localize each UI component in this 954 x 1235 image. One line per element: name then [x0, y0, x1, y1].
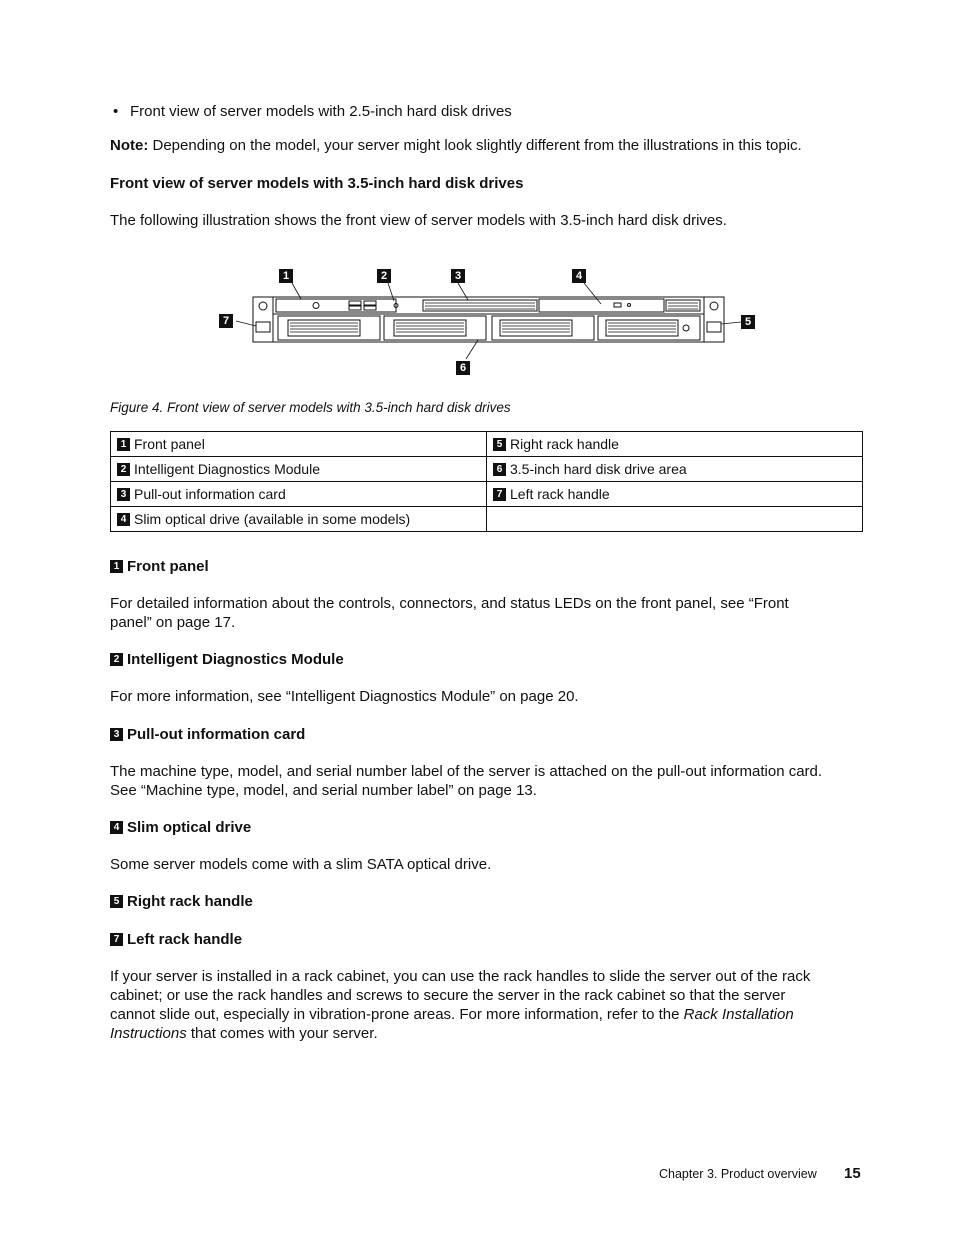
text-line: If your server is installed in a rack cabinet, you can use the rack handles to slide the server out of the rack	[110, 968, 811, 985]
callout-badge: 7	[110, 933, 123, 946]
note-label: Note:	[110, 137, 149, 154]
table-row	[111, 432, 863, 457]
text-line	[110, 1005, 810, 1024]
footer-chapter: Chapter 3. Product overview	[659, 1167, 817, 1181]
callout-badge: 2	[110, 653, 123, 666]
legend-cell	[487, 482, 863, 507]
callout-badge: 5	[493, 438, 506, 451]
callout-badge: 3	[110, 728, 123, 741]
italic-title: Rack Installation	[683, 1006, 794, 1023]
heading-front-panel	[110, 557, 209, 576]
legend-cell	[487, 432, 863, 457]
heading-text: Slim optical drive	[127, 819, 252, 836]
note-text: Depending on the model, your server might look slightly different from the illustrations in this topic.	[152, 137, 802, 154]
heading-text: Intelligent Diagnostics Module	[127, 651, 344, 668]
table-row	[111, 457, 863, 482]
heading-text: Front panel	[127, 558, 209, 575]
legend-text: Left rack handle	[510, 486, 610, 502]
legend-cell	[111, 457, 487, 482]
bullet-marker: •	[113, 103, 119, 120]
figure-callout-6: 6	[456, 361, 470, 375]
figure-caption: Figure 4. Front view of server models with 3.5-inch hard disk drives	[110, 400, 511, 415]
heading-left-rack-handle	[110, 930, 242, 949]
callout-badge: 4	[110, 821, 123, 834]
page-number: 15	[844, 1165, 861, 1182]
heading-pull-out-card	[110, 725, 305, 744]
server-front-figure	[216, 266, 756, 378]
text-run: cannot slide out, especially in vibration-prone areas. For more information, refer to the	[110, 1006, 684, 1023]
paragraph-intelligent-diagnostics: For more information, see “Intelligent Diagnostics Module” on page 20.	[110, 688, 579, 705]
heading-text: Left rack handle	[127, 931, 243, 948]
legend-cell	[111, 432, 487, 457]
figure-callout-5: 5	[741, 315, 755, 329]
legend-text: Slim optical drive (available in some models)	[134, 511, 411, 527]
figure-callout-7: 7	[219, 314, 233, 328]
callout-badge: 7	[493, 488, 506, 501]
heading-intelligent-diagnostics	[110, 650, 344, 669]
legend-table	[110, 431, 863, 532]
heading-right-rack-handle	[110, 892, 253, 911]
figure-callout-3: 3	[451, 269, 465, 283]
callout-badge: 1	[117, 438, 130, 451]
callout-badge: 4	[117, 513, 130, 526]
legend-text: Pull-out information card	[134, 486, 286, 502]
text-line: For detailed information about the controls, connectors, and status LEDs on the front panel, see “Front	[110, 595, 789, 612]
callout-badge: 6	[493, 463, 506, 476]
server-front-illustration	[216, 266, 756, 378]
table-row	[111, 482, 863, 507]
text-line: cabinet; or use the rack handles and screws to secure the server in the rack cabinet so that the server	[110, 987, 786, 1004]
figure-callout-2: 2	[377, 269, 391, 283]
table-row	[111, 507, 863, 532]
legend-cell	[111, 482, 487, 507]
legend-cell	[487, 457, 863, 482]
text-run: that comes with your server.	[186, 1025, 378, 1042]
left-rack-handle-shape	[253, 297, 273, 342]
legend-cell-empty	[487, 507, 863, 532]
text-line: See “Machine type, model, and serial number label” on page 13.	[110, 782, 537, 799]
callout-badge: 1	[110, 560, 123, 573]
text-line: panel” on page 17.	[110, 614, 236, 631]
figure-callout-4: 4	[572, 269, 586, 283]
legend-text: Front panel	[134, 436, 205, 452]
legend-text: Right rack handle	[510, 436, 619, 452]
text-line: The machine type, model, and serial number label of the server is attached on the pull-out information card.	[110, 763, 823, 780]
callout-badge: 5	[110, 895, 123, 908]
legend-cell	[111, 507, 487, 532]
note-paragraph	[110, 136, 802, 155]
callout-badge: 3	[117, 488, 130, 501]
legend-text: 3.5-inch hard disk drive area	[510, 461, 687, 477]
right-rack-handle-shape	[704, 297, 724, 342]
heading-text: Right rack handle	[127, 893, 253, 910]
figure-callout-1: 1	[279, 269, 293, 283]
paragraph-optical-drive: Some server models come with a slim SATA optical drive.	[110, 856, 492, 873]
paragraph-pull-out-card	[110, 762, 822, 800]
paragraph-front-panel	[110, 594, 789, 632]
intro-paragraph: The following illustration shows the front view of server models with 3.5-inch hard disk drives.	[110, 212, 727, 229]
front-panel-shape	[276, 299, 396, 312]
callout-badge: 2	[117, 463, 130, 476]
paragraph-rack-handles	[110, 967, 810, 1043]
section-heading: Front view of server models with 3.5-inch hard disk drives	[110, 175, 524, 192]
heading-optical-drive	[110, 818, 251, 837]
legend-text: Intelligent Diagnostics Module	[134, 461, 320, 477]
text-line	[110, 1024, 810, 1043]
bullet-text: Front view of server models with 2.5-inch hard disk drives	[130, 103, 512, 120]
italic-title: Instructions	[110, 1025, 187, 1042]
heading-text: Pull-out information card	[127, 726, 306, 743]
